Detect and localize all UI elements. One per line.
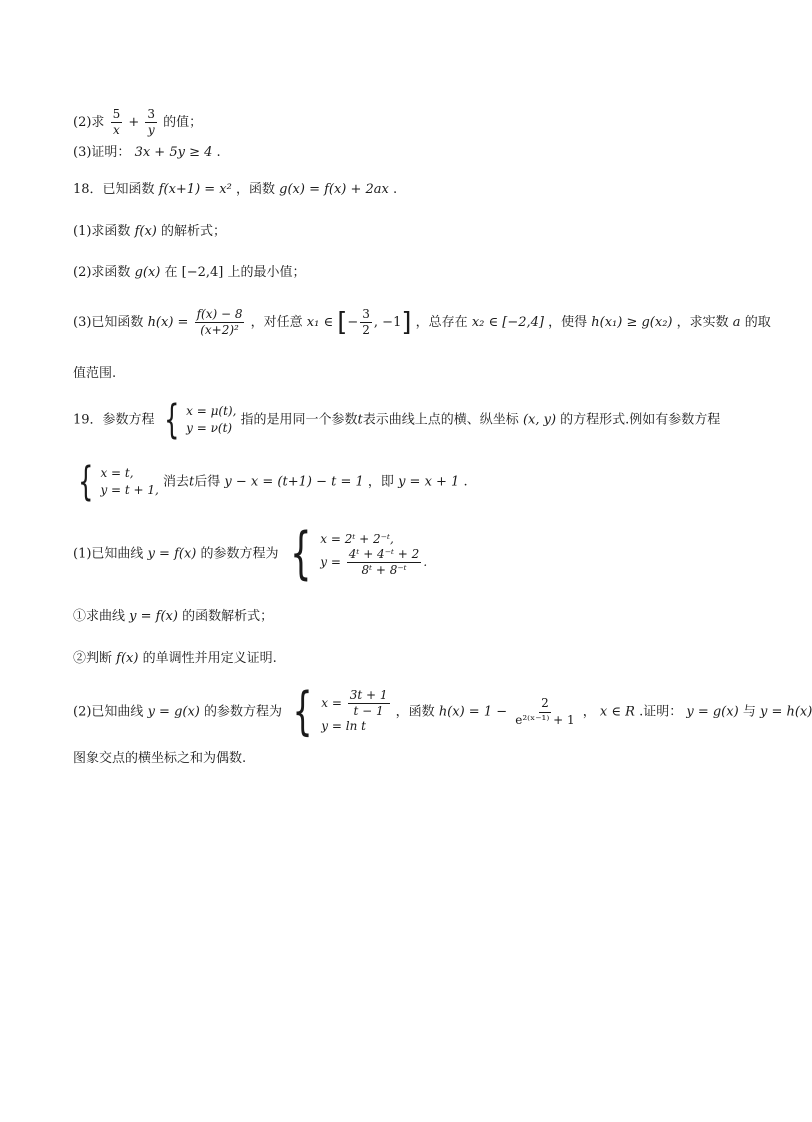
fraction-numerator: 5 bbox=[111, 108, 123, 123]
q18-part1-prefix: (1)求函数 bbox=[73, 224, 131, 239]
q18-part2-prefix: (2)求函数 bbox=[73, 265, 131, 280]
q19-example-text-a: 消去 bbox=[163, 474, 190, 490]
left-brace-icon: { bbox=[289, 521, 312, 586]
period: . bbox=[423, 555, 428, 570]
q18-part3 bbox=[73, 308, 771, 337]
curve-h: y = h(x) bbox=[759, 704, 812, 720]
q19-sub2-suffix: 的单调性并用定义证明. bbox=[142, 651, 277, 666]
system-row bbox=[321, 689, 391, 718]
function-f: f(x) bbox=[134, 224, 157, 239]
curve-f: y = f(x) bbox=[129, 609, 178, 624]
q18-part2-suffix: 上的最小值； bbox=[227, 265, 306, 280]
q18-part2 bbox=[73, 266, 306, 279]
system-row: x = t, bbox=[100, 465, 134, 480]
function-f: f(x) bbox=[116, 651, 139, 666]
x1-membership: x₁ ∈ bbox=[306, 315, 334, 331]
q19-number: 19．参数方程 bbox=[73, 412, 155, 428]
fraction-3-over-y bbox=[145, 108, 157, 137]
function-h-fraction bbox=[513, 697, 576, 726]
interval-end: , −1 bbox=[373, 315, 402, 331]
variable-a: a bbox=[732, 315, 741, 331]
left-brace-icon: { bbox=[163, 397, 180, 443]
fraction-5-over-x bbox=[111, 108, 123, 137]
q19-text-b: 指的是用同一个参数 bbox=[240, 412, 358, 428]
q19-example-text-b: 后得 bbox=[194, 474, 221, 490]
system-row: x = μ(t), bbox=[186, 403, 237, 418]
interval: [−2,4] bbox=[181, 265, 224, 280]
function-h-fraction bbox=[195, 308, 245, 337]
q18-part1-suffix: 的解析式； bbox=[161, 224, 227, 239]
q19-part2 bbox=[73, 682, 812, 742]
q19-part2-line2: 图象交点的横坐标之和为偶数. bbox=[73, 751, 247, 766]
q19-sub2-prefix: ②判断 bbox=[73, 651, 113, 666]
q19-part2-text-c: .证明： bbox=[639, 704, 683, 720]
q18-part3-line2: 值范围. bbox=[73, 366, 117, 381]
q19-part1-prefix: (1)已知曲线 bbox=[73, 546, 144, 562]
x2-membership: x₂ ∈ [−2,4] bbox=[471, 315, 544, 331]
parameter-t: t bbox=[357, 412, 363, 428]
period: . bbox=[393, 182, 398, 197]
plus-sign: + bbox=[128, 115, 140, 131]
q19-part2-text-d: 与 bbox=[742, 704, 756, 720]
q19-stem bbox=[73, 397, 721, 443]
system-row: y = ln t bbox=[321, 718, 366, 733]
inequality-expression: 3x + 5y ≥ 4 bbox=[134, 145, 213, 160]
fraction-numerator: 2 bbox=[539, 697, 551, 712]
coordinate-pair: (x, y) bbox=[522, 412, 557, 428]
system-row: y = t + 1, bbox=[100, 483, 159, 497]
result-expression: y = x + 1 bbox=[398, 474, 460, 490]
system-row: x = 2ᵗ + 2⁻ᵗ, bbox=[320, 531, 394, 546]
fraction-denominator: 2 bbox=[362, 323, 370, 338]
q19-text-d: 的方程形式.例如有参数方程 bbox=[560, 412, 721, 428]
period: . bbox=[463, 474, 468, 490]
domain: x ∈ R bbox=[599, 704, 635, 720]
function-h-lhs: h(x) = 1 − bbox=[438, 704, 508, 720]
fraction-numerator: 3 bbox=[145, 108, 157, 123]
parametric-system-g bbox=[286, 682, 391, 742]
system-fraction bbox=[347, 548, 422, 577]
fraction-denominator: 8ᵗ + 8⁻ᵗ bbox=[361, 563, 407, 578]
curve-f: y = f(x) bbox=[147, 546, 197, 562]
q18-part2-mid: 在 bbox=[164, 265, 178, 280]
q19-example bbox=[73, 459, 468, 505]
fraction-numerator: f(x) − 8 bbox=[195, 308, 245, 323]
fraction-numerator: 4ᵗ + 4⁻ᵗ + 2 bbox=[347, 548, 422, 563]
fraction-denominator: x bbox=[112, 123, 120, 138]
q19-text-c: 表示曲线上点的横、纵坐标 bbox=[362, 412, 519, 428]
q18-part3-text-a: ，对任意 bbox=[250, 315, 303, 331]
system-row-lhs: y = bbox=[320, 555, 341, 570]
inequality: h(x₁) ≥ g(x₂) bbox=[591, 315, 673, 331]
q19-example-text-c: ，即 bbox=[367, 474, 394, 490]
q18-part1 bbox=[73, 225, 226, 238]
function-g: g(x) bbox=[134, 265, 161, 280]
q18-part3-text-c: ，使得 bbox=[548, 315, 588, 331]
curve-g: y = g(x) bbox=[147, 704, 200, 720]
q19-sub2 bbox=[73, 652, 277, 665]
q18-part3-text-e: 的取 bbox=[744, 315, 771, 331]
minus-sign: − bbox=[347, 315, 359, 331]
fraction-denominator: y bbox=[147, 123, 155, 138]
curve-g: y = g(x) bbox=[686, 704, 739, 720]
fraction-3-over-2 bbox=[360, 308, 372, 337]
parametric-system bbox=[159, 397, 237, 443]
q19-part2-text-b: ， bbox=[582, 704, 596, 720]
q19-part2-text-a: ，函数 bbox=[395, 704, 435, 720]
function-h-lhs: h(x) = bbox=[147, 315, 189, 331]
fraction-denominator: (x+2)² bbox=[200, 323, 239, 338]
q17-part3-prefix: (3)证明： bbox=[73, 145, 131, 160]
q18-stem bbox=[73, 183, 397, 196]
left-brace-icon: { bbox=[292, 682, 313, 742]
parameter-t: t bbox=[189, 474, 195, 490]
function-g-definition: g(x) = f(x) + 2ax bbox=[279, 182, 389, 197]
q19-part1 bbox=[73, 521, 428, 586]
q19-part1-mid: 的参数方程为 bbox=[200, 546, 279, 562]
parametric-system-f bbox=[283, 521, 428, 586]
q18-part3-text-b: ，总存在 bbox=[415, 315, 468, 331]
system-fraction bbox=[348, 689, 390, 718]
example-system bbox=[73, 459, 159, 505]
fraction-numerator: 3t + 1 bbox=[348, 689, 390, 704]
fraction-numerator: 3 bbox=[360, 308, 372, 323]
q19-part2-mid: 的参数方程为 bbox=[204, 704, 283, 720]
q19-sub1-suffix: 的函数解析式； bbox=[182, 609, 274, 624]
q19-sub1 bbox=[73, 610, 273, 623]
q19-sub1-prefix: ①求曲线 bbox=[73, 609, 126, 624]
system-row bbox=[320, 548, 427, 577]
q17-part2-suffix: 的值； bbox=[163, 115, 203, 131]
elimination-expression: y − x = (t+1) − t = 1 bbox=[224, 474, 364, 490]
fraction-denominator: e²⁽ˣ⁻¹⁾ + 1 bbox=[515, 712, 575, 727]
fraction-denominator: t − 1 bbox=[353, 703, 384, 718]
right-bracket: ] bbox=[401, 307, 412, 338]
q17-part3 bbox=[73, 146, 221, 159]
function-f-definition: f(x+1) = x² bbox=[158, 182, 232, 197]
q18-number: 18．已知函数 bbox=[73, 182, 155, 197]
system-row-lhs: x = bbox=[321, 695, 342, 710]
q18-part3-text-d: ，求实数 bbox=[676, 315, 729, 331]
period: . bbox=[216, 145, 221, 160]
q18-text: ，函数 bbox=[235, 182, 275, 197]
left-bracket: [ bbox=[337, 307, 348, 338]
q18-part3-prefix: (3)已知函数 bbox=[73, 315, 144, 331]
left-brace-icon: { bbox=[78, 459, 94, 505]
q19-part2-prefix: (2)已知曲线 bbox=[73, 704, 144, 720]
q17-part2-prefix: (2)求 bbox=[73, 115, 105, 131]
q17-part2 bbox=[73, 108, 202, 137]
system-row: y = ν(t) bbox=[186, 421, 233, 435]
